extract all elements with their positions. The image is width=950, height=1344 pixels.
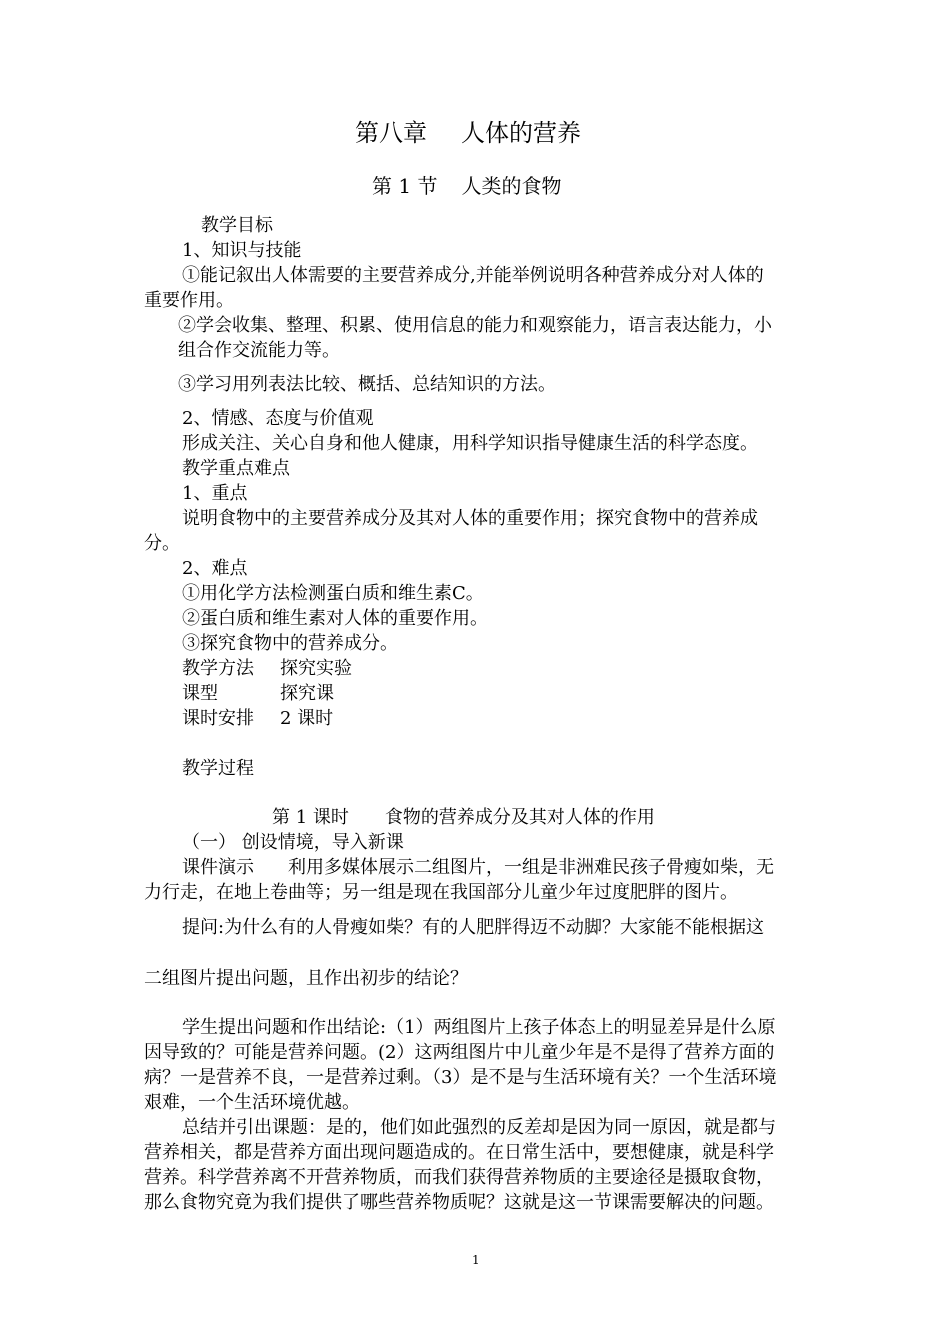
emotion-text: 形成关注、关心自身和他人健康，用科学知识指导健康生活的科学态度。 bbox=[182, 433, 758, 454]
focus-heading: 1、重点 bbox=[182, 483, 248, 504]
objective-1-line-2: 重要作用。 bbox=[144, 290, 234, 311]
objective-2-line-1: ②学会收集、整理、积累、使用信息的能力和观察能力，语言表达能力，小 bbox=[178, 315, 772, 336]
student-line-4: 艰难，一个生活环境优越。 bbox=[144, 1092, 360, 1113]
process-heading: 教学过程 bbox=[182, 758, 254, 779]
section-name: 人类的食物 bbox=[461, 174, 562, 198]
student-line-3: 病？一是营养不良，一是营养过剩。（3）是不是与生活环境有关？一个生活环境 bbox=[144, 1067, 777, 1088]
lesson-title: 食物的营养成分及其对人体的作用 bbox=[384, 807, 655, 828]
method-value: 探究实验 bbox=[280, 658, 352, 679]
difficulty-1: ①用化学方法检测蛋白质和维生素C。 bbox=[182, 583, 484, 604]
section-label: 第 1 节 bbox=[372, 174, 438, 198]
method-label: 教学方法 bbox=[182, 658, 254, 679]
objectives-heading: 教学目标 bbox=[201, 215, 273, 236]
demo-text: 利用多媒体展示二组图片，一组是非洲难民孩子骨瘦如柴，无 bbox=[288, 857, 774, 878]
hours-value: 2 课时 bbox=[280, 708, 334, 729]
chapter-name: 人体的营养 bbox=[461, 119, 581, 147]
student-line-1: 学生提出问题和作出结论:（1）两组图片上孩子体态上的明显差异是什么原 bbox=[182, 1017, 776, 1038]
lesson-label: 第 1 课时 bbox=[272, 807, 349, 828]
difficulty-heading: 2、难点 bbox=[182, 558, 248, 579]
difficulty-3: ③探究食物中的营养成分。 bbox=[182, 633, 398, 654]
summary-line-1: 总结并引出课题：是的，他们如此强烈的反差却是因为同一原因，就是都与 bbox=[182, 1117, 776, 1138]
summary-line-2: 营养相关，都是营养方面出现问题造成的。在日常生活中，要想健康，就是科学 bbox=[144, 1142, 774, 1163]
key-points-heading: 教学重点难点 bbox=[182, 458, 290, 479]
lesson-heading bbox=[272, 807, 655, 829]
focus-line-2: 分。 bbox=[144, 533, 180, 554]
page-number: 1 bbox=[472, 1253, 480, 1267]
summary-line-3: 营养。科学营养离不开营养物质，而我们获得营养物质的主要途径是摄取食物， bbox=[144, 1167, 774, 1188]
type-label: 课型 bbox=[182, 683, 218, 704]
focus-line-1: 说明食物中的主要营养成分及其对人体的重要作用；探究食物中的营养成 bbox=[182, 508, 758, 529]
summary-line-4: 那么食物究竟为我们提供了哪些营养物质呢？这就是这一节课需要解决的问题。 bbox=[144, 1192, 774, 1213]
knowledge-heading: 1、知识与技能 bbox=[182, 240, 302, 261]
section-title bbox=[372, 173, 561, 199]
chapter-title bbox=[355, 118, 581, 148]
step-1-heading: （一） 创设情境，导入新课 bbox=[182, 832, 404, 853]
objective-2-line-2: 组合作交流能力等。 bbox=[178, 340, 340, 361]
demo-line-1 bbox=[182, 857, 774, 879]
objective-1-line-1: ①能记叙出人体需要的主要营养成分,并能举例说明各种营养成分对人体的 bbox=[182, 265, 764, 286]
difficulty-2: ②蛋白质和维生素对人体的重要作用。 bbox=[182, 608, 488, 629]
objective-3: ③学习用列表法比较、概括、总结知识的方法。 bbox=[178, 374, 556, 395]
demo-label: 课件演示 bbox=[182, 857, 254, 878]
emotion-heading: 2、情感、态度与价值观 bbox=[182, 408, 374, 429]
type-value: 探究课 bbox=[280, 683, 334, 704]
chapter-label: 第八章 bbox=[355, 119, 427, 147]
demo-line-2: 力行走，在地上卷曲等；另一组是现在我国部分儿童少年过度肥胖的图片。 bbox=[144, 882, 738, 903]
question-line-1: 提问:为什么有的人骨瘦如柴？有的人肥胖得迈不动脚？大家能不能根据这 bbox=[182, 917, 765, 938]
student-line-2: 因导致的？可能是营养问题。(2）这两组图片中儿童少年是不是得了营养方面的 bbox=[144, 1042, 775, 1063]
question-line-2: 二组图片提出问题，且作出初步的结论？ bbox=[144, 968, 468, 989]
hours-label: 课时安排 bbox=[182, 708, 254, 729]
